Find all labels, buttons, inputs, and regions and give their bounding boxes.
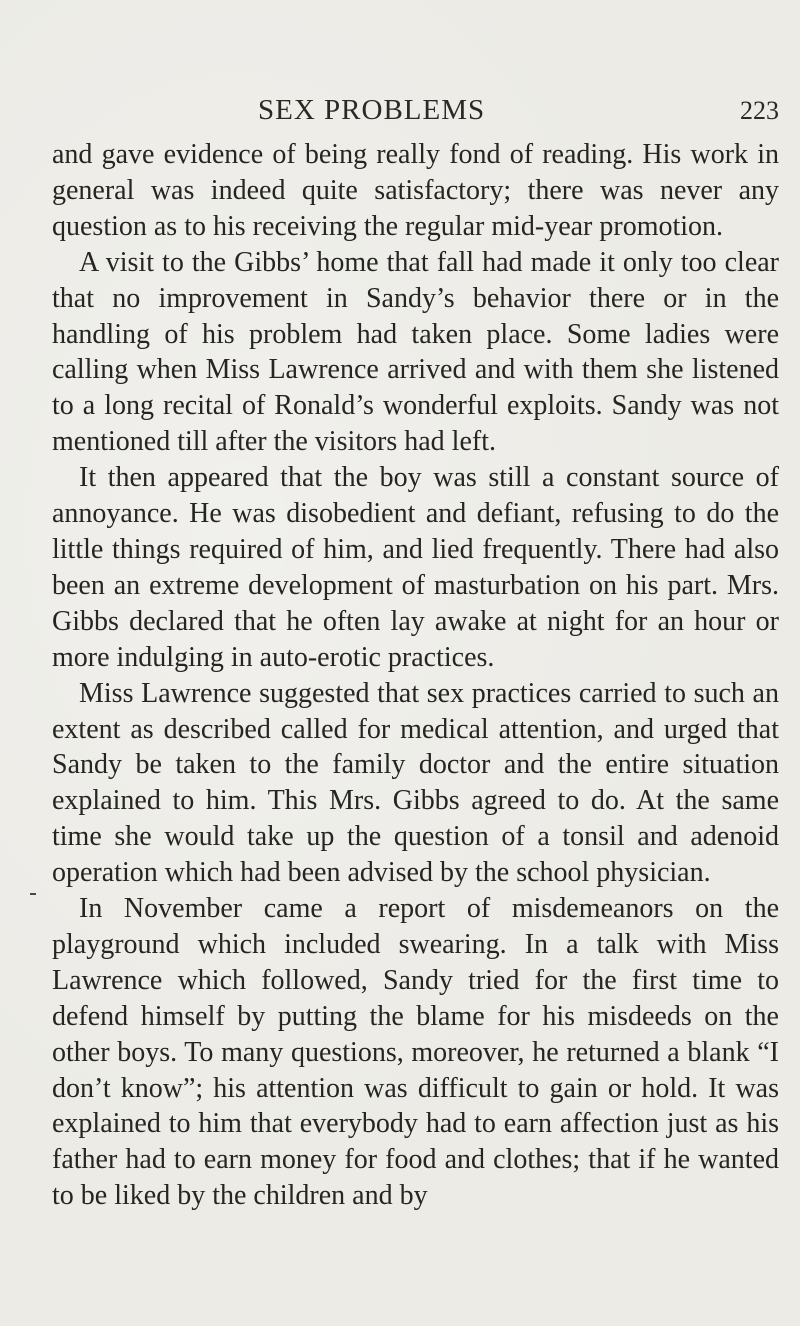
page-number: 223 <box>740 96 779 125</box>
running-title: SEX PROBLEMS <box>258 94 486 126</box>
paragraph-2: A visit to the Gibbs’ home that fall had made it only too clear that no improvement in Sandy’s behavior there or in the handling of his problem had taken place. Some ladies were calling when Miss Lawrence arrived and with them she listened to a long recital of Ronald’s wonderful exploits. Sandy was not mentioned till after the visitors had left. <box>52 246 779 458</box>
running-head <box>0 94 800 130</box>
paragraph-4: Miss Lawrence suggested that sex practices carried to such an extent as described called for medical attention, and urged that Sandy be taken to the family doctor and the entire situation explained to him. This Mrs. Gibbs agreed to do. At the same time she would take up the question of a tonsil and adenoid operation which had been advised by the school physician. <box>52 677 779 889</box>
paragraph-1: and gave evidence of being really fond of reading. His work in general was indeed quite satisfactory; there was never any question as to his receiving the regular mid-year promotion. <box>52 139 779 242</box>
margin-mark <box>30 893 36 895</box>
paragraph-3: It then appeared that the boy was still a constant source of annoyance. He was disobedient and defiant, refusing to do the little things required of him, and lied frequently. There had also been an extreme development of masturbation on his part. Mrs. Gibbs declared that he often lay awake at night for an hour or more indulging in auto-erotic practices. <box>52 462 779 673</box>
paragraph-5: In November came a report of misdemeanors on the playground which included swearing. In a talk with Miss Lawrence which followed, Sandy tried for the first time to defend himself by putting the blame for his misdeeds on the other boys. To many questions, moreover, he returned a blank “I don’t know”; his attention was difficult to gain or hold. It was explained to him that everybody had to earn affection just as his father had to earn money for food and clothes; that if he wanted to be liked by the children and by <box>52 893 779 1212</box>
body-text <box>52 137 779 1214</box>
